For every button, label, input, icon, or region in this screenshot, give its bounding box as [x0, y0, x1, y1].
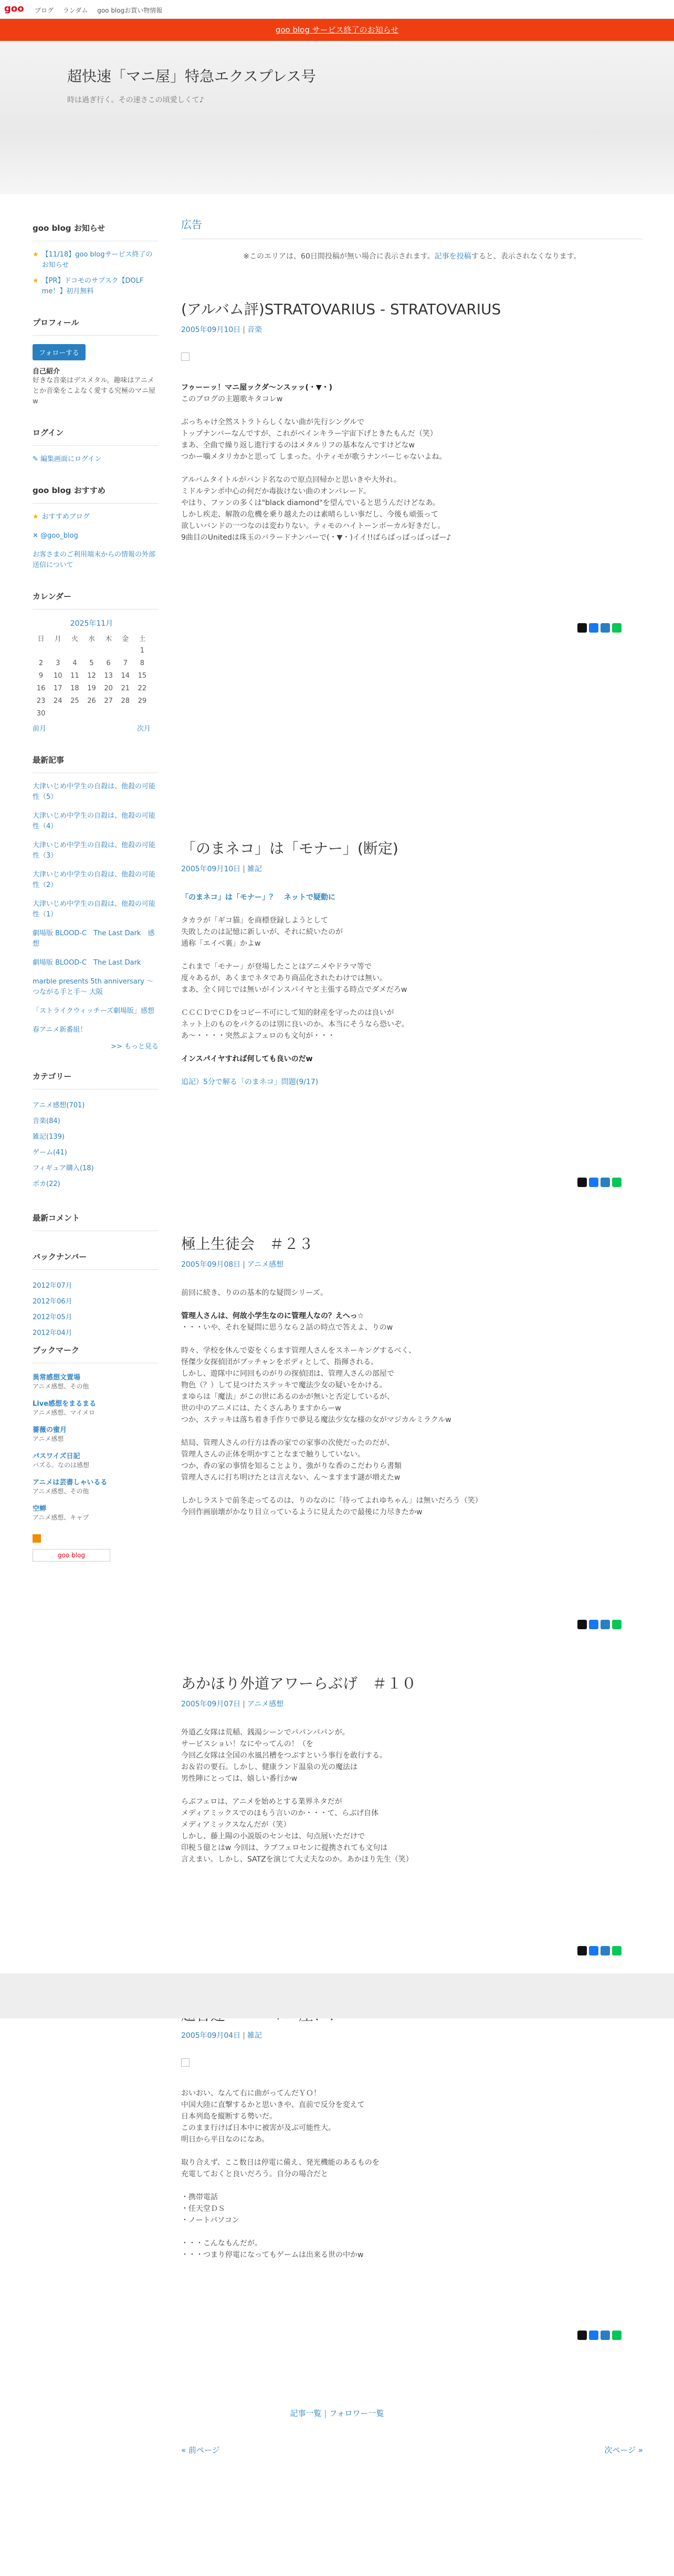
bottom-links: [0, 2408, 674, 2419]
recent-post-link[interactable]: marble presents 5th anniversary ～つながる手と手～ 大阪: [33, 978, 154, 996]
weekday: 木: [105, 635, 112, 643]
weekday: 土: [139, 635, 146, 643]
post-meta: [181, 863, 643, 874]
category-link[interactable]: ゲーム(41): [33, 1149, 67, 1157]
post-title[interactable]: (アルバム評)STRATOVARIUS - STRATOVARIUS: [181, 301, 501, 318]
calendar-day: 1: [140, 646, 145, 655]
x-share-icon[interactable]: [577, 1620, 587, 1629]
recent-post-link[interactable]: 大津いじめ中学生の自殺は、他殺の可能性（5）: [33, 783, 156, 801]
share-buttons: [577, 2331, 674, 2340]
categories-section: [33, 1068, 159, 1192]
post-meta: [181, 1259, 643, 1269]
bookmark-item: [33, 1477, 159, 1495]
calendar-day: [117, 707, 134, 720]
calendar-day: 19: [87, 684, 96, 692]
main-column: [181, 216, 643, 261]
post-body-line: ・携帯電話: [181, 2193, 218, 2201]
post-body-link[interactable]: 追記）5分で解る「のまネコ」問題(9/17): [181, 1078, 319, 1086]
line-gap: [181, 1784, 643, 1796]
ad-note: [181, 251, 643, 261]
weekday: 火: [71, 635, 78, 643]
line-gap: [181, 2226, 643, 2238]
weekday: 月: [54, 635, 61, 643]
backnumber-link[interactable]: 2012年07月: [33, 1282, 72, 1290]
goo-blog-badge[interactable]: goo blog: [33, 1549, 110, 1562]
post-category[interactable]: アニメ感想: [247, 1700, 284, 1708]
post-body-line: メディアミックスなんだが（笑）: [181, 1821, 291, 1829]
post-date[interactable]: 2005年09月08日: [181, 1260, 241, 1269]
line-gap: [181, 463, 643, 474]
calendar-day: 20: [104, 684, 113, 692]
share-buttons: [577, 1178, 674, 1187]
calendar-day: 23: [36, 697, 46, 705]
calendar-day: 25: [70, 697, 79, 705]
calendar-day: [33, 644, 49, 657]
post-body-line: トップナンバーなんですが、これがベインキラー宇宙下げときたもんだ（笑）: [181, 430, 437, 438]
star-icon: ★: [33, 513, 39, 521]
post-meta: [181, 324, 643, 335]
post-body-line: 印税５億とはw 今回は、ラブフェロセンに提携されても文句は: [181, 1844, 388, 1852]
pager: [181, 2444, 643, 2455]
meta-separator: |: [243, 1260, 245, 1269]
backnumber-section: [33, 1249, 159, 1337]
calendar-day: [49, 707, 66, 720]
recent-posts-list: [33, 782, 159, 1035]
backnumber-link[interactable]: 2012年06月: [33, 1298, 72, 1306]
next-page-link[interactable]: 次ページ »: [604, 2445, 643, 2455]
line-share-icon[interactable]: [612, 623, 622, 633]
share-buttons: [577, 1946, 674, 1955]
post-body-line: 前回に続き、りのの基本的な疑問シリーズ。: [181, 1289, 328, 1297]
recent-posts-section: [33, 752, 159, 1051]
post-body-line: しかし、藤上陽の小説版のセンセは、句点展いただけで: [181, 1832, 365, 1841]
bookmark-link[interactable]: 空蝉: [33, 1505, 47, 1513]
login-link[interactable]: ✎ 編集画面にログイン: [33, 455, 102, 463]
post-body: [181, 892, 643, 1088]
category-link[interactable]: ポカ(22): [33, 1180, 60, 1188]
line-gap: [181, 1426, 643, 1437]
calendar-day: 7: [123, 659, 128, 667]
post-body-line: まあ、全曲で繰り返し進行するのはメタルリフの基本なんですけどなw: [181, 441, 415, 450]
star-icon: ★: [33, 251, 39, 259]
hatena-share-icon[interactable]: [601, 1620, 610, 1629]
post-date[interactable]: 2005年09月10日: [181, 326, 241, 334]
post-date[interactable]: 2005年09月07日: [181, 1700, 241, 1708]
calendar-day: [100, 707, 117, 720]
post-body-line: ・・・つまり停電になってもゲームは出来る世の中かw: [181, 2251, 364, 2259]
post-body-line: 失敗したのは記憶に新しいが、それに続いたのが: [181, 928, 343, 936]
post-body-line: 9曲目のUnitedは珠玉のバラードナンバーで(・▼・)イイ!!ぱらぱっぱっぱっぱー♪: [181, 533, 451, 542]
calendar-day: 12: [87, 671, 96, 680]
post-body-line: 言えまい。しかし、SATZを演じて大丈夫なのか。あかほり先生（笑）: [181, 1855, 413, 1864]
bookmark-link[interactable]: パスワイズ日記: [33, 1452, 80, 1460]
post-body-line: メディアミックスでのほもう言いのか・・・て、らぶげ自体: [181, 1809, 379, 1818]
global-header: [0, 0, 674, 19]
blog-title[interactable]: 超快速「マニ屋」特急エクスプレス号: [67, 68, 316, 85]
post-body-line: 今回乙女隊は全国の水風呂槽をつぶすという事行を敢行する。: [181, 1751, 387, 1760]
post-body-line: つかー噛メタリカかと思って しまった。小ティモが歌うナンバーじゃないよね。: [181, 453, 447, 461]
calendar-day: 28: [121, 697, 130, 705]
categories-heading: カテゴリー: [33, 1068, 159, 1089]
calendar-day: 6: [106, 659, 111, 667]
calendar-day: [117, 644, 134, 657]
facebook-share-icon[interactable]: [589, 2331, 598, 2340]
hatena-share-icon[interactable]: [601, 2331, 610, 2340]
bookmarks-section: [33, 1342, 159, 1562]
post-body-line: インスパイヤすれば何しても良いのだw: [181, 1055, 313, 1063]
recent-post-link[interactable]: 大津いじめ中学生の自殺は、他殺の可能性（4）: [33, 812, 156, 830]
broken-image-icon: [181, 352, 189, 361]
post-body-line: ・・・いや、それを疑問に思うなら２話の時点で答えよ、りのw: [181, 1323, 393, 1332]
meta-separator: |: [243, 1700, 245, 1708]
calendar-day: [134, 707, 151, 720]
weekday: 水: [88, 635, 95, 643]
hatena-share-icon[interactable]: [601, 1178, 610, 1187]
post-body-line: 管理人さんに打ち明けたとは言えない、ん〜ますます謎が増えたw: [181, 1473, 401, 1482]
share-buttons: [577, 1620, 674, 1629]
blog-post: [181, 1233, 643, 1518]
line-gap: [181, 1299, 643, 1310]
recent-post-link[interactable]: 大津いじめ中学生の自殺は、他殺の可能性（2）: [33, 871, 156, 889]
post-body: [181, 1287, 643, 1518]
category-link[interactable]: フィギュア購入(18): [33, 1164, 94, 1172]
recommend-section: [33, 483, 159, 571]
x-icon: ✕: [33, 532, 41, 540]
calendar-day: 10: [53, 671, 62, 680]
x-share-icon[interactable]: [577, 1178, 587, 1187]
blog-description: 時は過ぎ行く。その速さこの頃愛しくて♪: [67, 96, 204, 104]
post-date[interactable]: 2005年09月10日: [181, 865, 241, 873]
calendar-day: 11: [70, 671, 79, 680]
comments-heading: 最新コメント: [33, 1210, 159, 1231]
line-gap: [181, 1065, 643, 1076]
bookmark-desc: アニメ感想、キャプ: [33, 1514, 89, 1521]
calendar-day: [83, 707, 100, 720]
post-body-line: 取り合えず、ここ数日は停電に備え、発光機能のあるものを: [181, 2158, 380, 2167]
nav-shopping-link[interactable]: goo blogお買い物情報: [97, 7, 163, 14]
calendar-next-link[interactable]: 次月: [136, 725, 151, 733]
broken-image-icon: [181, 2058, 189, 2067]
facebook-share-icon[interactable]: [589, 623, 598, 633]
login-heading: ログイン: [33, 425, 159, 446]
calendar-month: 2025年11月: [70, 619, 113, 628]
x-share-icon[interactable]: [577, 1946, 587, 1955]
post-body-line: 今回作画崩壊がかなり目立っているように見えたので最後に力尽きたかw: [181, 1508, 423, 1516]
bookmark-item: [33, 1372, 159, 1391]
calendar-day: 5: [89, 659, 94, 667]
nav-random-link[interactable]: ランダム: [62, 7, 88, 14]
line-gap: [181, 1333, 643, 1345]
weekday: 日: [37, 635, 45, 643]
recent-post-link[interactable]: 春アニメ新番組！: [33, 1026, 87, 1034]
bookmark-desc: アニメ感想: [33, 1435, 64, 1442]
calendar-nav: [33, 724, 151, 734]
ad-note-text-end: すると、表示されなくなります。: [471, 252, 581, 261]
calendar-day: 8: [140, 659, 145, 667]
facebook-share-icon[interactable]: [589, 1946, 598, 1955]
share-buttons: [577, 623, 674, 633]
category-link[interactable]: 音楽(84): [33, 1117, 60, 1125]
post-category[interactable]: アニメ感想: [247, 1260, 284, 1269]
bookmark-desc: アニメ感想、マイメロ: [33, 1409, 96, 1416]
calendar-day: 21: [121, 684, 130, 692]
post-body-line: らぶフェロは、アニメを始めとする業界ネタだが: [181, 1798, 342, 1806]
prev-page-link[interactable]: « 前ページ: [181, 2445, 220, 2455]
calendar-day: 24: [53, 697, 62, 705]
post-body-line: 物色（？）して見つけたステッキで魔法少女の疑いをかける。: [181, 1381, 387, 1389]
backnumber-heading: バックナンバー: [33, 1249, 159, 1270]
recent-posts-heading: 最新記事: [33, 752, 159, 773]
post-body-line: まゆらは「魔法」がこの世にあるのかが無いと否定しているが、: [181, 1393, 394, 1401]
post-list-link[interactable]: 記事一覧: [290, 2409, 322, 2418]
recent-post-link[interactable]: 劇場版 BLOOD-C The Last Dark 感想: [33, 929, 155, 948]
line-gap: [181, 903, 643, 915]
calendar-day: 2: [38, 659, 44, 667]
post-body-line: 時々、学校を休んで姿をくらます管理人さんをスネーキングするべく、: [181, 1346, 416, 1355]
calendar-day: 13: [104, 671, 113, 680]
bookmark-link[interactable]: アニメは芸書しゃいるる: [33, 1479, 108, 1487]
post-body-line: 管理人さんの正体を明かすことなまで触りしていない。: [181, 1450, 365, 1459]
category-link[interactable]: アニメ感想(701): [33, 1102, 85, 1109]
news-item[interactable]: ★ 【PR】ドコモのサブスク【DOLF me！】初月無料: [33, 276, 159, 297]
line-gap: [181, 1483, 643, 1495]
post-body-line: 世の中のアニメには、たくさんありますからーw: [181, 1404, 341, 1413]
blog-post: [181, 2004, 643, 2261]
post-body-line: ・・・こんなもんだが。: [181, 2239, 262, 2248]
line-share-icon[interactable]: [612, 1178, 622, 1187]
rss-icon[interactable]: [33, 1534, 41, 1543]
post-body-line: 欲しいバンドの一つなのは変わりない。ティモのハイトーンボーカル好きだし。: [181, 522, 445, 530]
backnumber-link[interactable]: 2012年04月: [33, 1329, 72, 1337]
login-section: [33, 425, 159, 465]
profile-intro: 好きな音楽はデスメタル。趣味はアニメとか音楽をこよなく愛する究極のマニ屋w: [33, 377, 156, 405]
sidebar: [33, 220, 159, 1579]
post-body-line: ぶっちゃけ全然ストラトらしくない曲が先行シングルで: [181, 418, 364, 426]
post-body-line: タカラが「ギコ猫」を商標登録しようとして: [181, 916, 328, 925]
post-article-link[interactable]: 記事を投稿: [434, 252, 471, 261]
backnumber-list[interactable]: [33, 1278, 159, 1337]
calendar-day: 18: [70, 684, 79, 692]
line-gap: [181, 405, 643, 416]
recent-post-link[interactable]: 劇場版 BLOOD-C The Last Dark: [33, 959, 141, 967]
notice-link[interactable]: goo blog サービス終了のお知らせ: [275, 25, 399, 35]
bookmark-desc: バズる。なのは感想: [33, 1461, 90, 1469]
recommend-blog-link[interactable]: ★ おすすめブログ: [33, 513, 90, 521]
ad-heading: 広告: [181, 216, 643, 239]
post-body-line: おいおい、なんて右に曲がってんだＹＯ！: [181, 2089, 321, 2098]
calendar-day: [83, 644, 100, 657]
hatena-share-icon[interactable]: [601, 623, 610, 633]
meta-separator: |: [243, 2032, 245, 2040]
post-body-line: これまで「モナー」が登場したことはアニメやドラマ等で: [181, 963, 372, 971]
post-body-line: 怪傑少女探偵団がブッチャンをボディとして、指揮される。: [181, 1358, 378, 1366]
blog-post: [181, 298, 643, 543]
recent-post-link[interactable]: 「ストライクウィッチーズ劇場版」感想: [33, 1007, 154, 1015]
calendar-day: 4: [72, 659, 77, 667]
post-body-line: やはり、ファンの多くは"black diamond"を望んでいると思うんだけどなあ。: [181, 499, 440, 507]
news-item[interactable]: ★ 【11/18】goo blogサービス終了のお知らせ: [33, 250, 159, 271]
recent-more-link[interactable]: >> もっと見る: [111, 1043, 159, 1051]
calendar-day: [66, 644, 83, 657]
calendar-day: 22: [138, 684, 147, 692]
post-body-line: ・ノートパソコン: [181, 2216, 240, 2225]
bookmark-item: [33, 1398, 159, 1417]
post-body-line: しかしラストで前冬走ってるのは、りのなのに「待ってよれゆちゃん」は無いだろう（笑）: [181, 1497, 482, 1505]
calendar-day: 26: [87, 697, 96, 705]
calendar-prev-link[interactable]: 前月: [33, 725, 47, 733]
post-title[interactable]: 極上生徒会 ＃２３: [181, 1235, 314, 1253]
calendar-day: 3: [56, 659, 60, 667]
bookmark-desc: アニメ感想、その他: [33, 1488, 89, 1495]
post-body: [181, 352, 643, 543]
service-end-notice-banner[interactable]: [0, 19, 674, 41]
comments-section: [33, 1210, 159, 1231]
post-title[interactable]: あかほり外道アワーらぶげ ＃１０: [181, 1675, 417, 1692]
post-category[interactable]: 雑記: [247, 2032, 262, 2040]
news-section: [33, 220, 159, 297]
calendar-day: [66, 707, 83, 720]
post-body-line: つか、ステッキは落ち着き手作りで夢見る魔法少女な様の女がマジカルミラクルw: [181, 1416, 451, 1424]
post-body-line: 男性陣にとっては、嬉しい番行かw: [181, 1775, 298, 1783]
post-body: [181, 2058, 643, 2261]
post-body: [181, 1727, 643, 1865]
pencil-icon: ✎: [33, 455, 41, 463]
post-body-line: 管理人さんは、何故小学生なのに管理人なの？えへっ☆: [181, 1312, 364, 1320]
goo-logo[interactable]: goo: [4, 3, 24, 14]
calendar-day: 17: [53, 684, 62, 692]
post-body-line: このブログの主題歌キタコレw: [181, 395, 283, 403]
blog-post: [181, 1672, 643, 1865]
overlay-band: [0, 1973, 674, 2018]
calendar-table: [33, 618, 151, 720]
post-body-line: 通称「エイベ裏」かよw: [181, 939, 261, 948]
line-share-icon[interactable]: [612, 1946, 622, 1955]
calendar-day: [49, 644, 66, 657]
facebook-share-icon[interactable]: [589, 1620, 598, 1629]
bookmark-item: [33, 1503, 159, 1522]
post-category[interactable]: 雑記: [247, 865, 262, 873]
calendar-heading: カレンダー: [33, 589, 159, 610]
line-gap: [181, 2180, 643, 2192]
bookmark-item: [33, 1424, 159, 1443]
post-meta: [181, 1698, 643, 1709]
recent-post-link[interactable]: 大津いじめ中学生の自殺は、他殺の可能性（1）: [33, 900, 156, 918]
post-body-line: ネット上のものをパクるのは別に良いのか。本当にそうなら恐いぞ。: [181, 1020, 409, 1029]
followers-link[interactable]: フォロワー一覧: [329, 2409, 384, 2418]
meta-separator: |: [243, 326, 245, 334]
backnumber-link[interactable]: 2012年05月: [33, 1313, 72, 1321]
post-body-line: つか、香の家の事情を知ることより、強がりな香のこだわりら書類: [181, 1462, 402, 1470]
x-share-icon[interactable]: [577, 2331, 587, 2340]
calendar-day: 27: [104, 697, 113, 705]
line-gap: [181, 996, 643, 1007]
post-body-line: 外道乙女隊は荒稲、銭湯シーンでパパンパパンが。: [181, 1728, 350, 1737]
post-body-line: あ〜・・・・突然ぷよフェロのも文句が・・・: [181, 1032, 335, 1040]
blog-header: [0, 41, 674, 194]
x-share-icon[interactable]: [577, 623, 587, 633]
recommend-heading: goo blog おすすめ: [33, 483, 159, 504]
calendar-day: 29: [138, 697, 147, 705]
star-icon: ★: [33, 277, 39, 285]
goo-blog-x-link[interactable]: ✕ @goo_blog: [33, 532, 78, 540]
post-body-line: 充電しておくと良いだろう。自分の場合だと: [181, 2170, 328, 2178]
post-body-line: 度々あるが、あくまでネタであり商品化されたわけでは無い。: [181, 974, 387, 982]
news-heading: goo blog お知らせ: [33, 220, 159, 241]
post-body-line: 日本列島を縦断する勢いだ。: [181, 2112, 277, 2121]
post-body-line: まあ、全く同じでは無いがインスパイヤと主張する時点でダメだろw: [181, 986, 407, 994]
post-body-line: このまま行けば日本中に被害が及ぶ可能性大。: [181, 2124, 335, 2132]
bookmark-desc: アニメ感想、その他: [33, 1383, 89, 1390]
profile-intro-title: 自己紹介: [33, 368, 60, 376]
ad-note-text: ※このエリアは、60日間投稿が無い場合に表示されます。: [243, 252, 435, 261]
line-gap: [181, 949, 643, 961]
bookmark-link[interactable]: 薔薇の蜜月: [33, 1426, 67, 1434]
post-body-line: しかし、遊隊中に同回ものがりの探偵団は、管理人さんの部屋で: [181, 1370, 394, 1378]
line-gap: [181, 2145, 643, 2157]
weekday: 金: [122, 635, 129, 643]
hatena-share-icon[interactable]: [601, 1946, 610, 1955]
category-list: [33, 1098, 159, 1192]
post-body-line: サービスショい！なにやってんの！（を: [181, 1740, 313, 1748]
post-body-line: お＆岩の要石。しかし、健康ランド温泉の光の魔法は: [181, 1763, 357, 1771]
bookmarks-heading: ブックマーク: [33, 1342, 159, 1363]
profile-heading: プロフィール: [33, 315, 159, 336]
bookmark-link[interactable]: 異常感想文置場: [33, 1374, 81, 1382]
post-body-line: しかし疾走、解散の危機を乗り越えたのは素晴らしい事だし、今後も頑張って: [181, 510, 438, 519]
calendar-day: 15: [138, 671, 147, 680]
post-body-line: アルバムタイトルがバンド名なので原点回帰かと思いきや大外れ。: [181, 476, 402, 484]
post-date[interactable]: 2005年09月04日: [181, 2032, 241, 2040]
line-gap: [181, 1042, 643, 1053]
post-body-line: 結局、管理人さんの行方は香の家での家事の次使だったのだが、: [181, 1439, 394, 1447]
profile-section: [33, 315, 159, 407]
separator: |: [324, 2409, 327, 2418]
post-body-line[interactable]: 「のまネコ」は「モナー」？ ネットで疑動に: [181, 893, 335, 902]
line-share-icon[interactable]: [612, 1620, 622, 1629]
post-title[interactable]: 「のまネコ」は「モナー」(断定): [181, 840, 398, 857]
calendar-day: 9: [38, 671, 44, 680]
bookmark-item: [33, 1450, 159, 1469]
follow-button[interactable]: フォローする: [33, 344, 86, 360]
nav-blog-link[interactable]: ブログ: [35, 7, 54, 14]
line-share-icon[interactable]: [612, 2331, 622, 2340]
post-meta: [181, 2030, 643, 2040]
category-link[interactable]: 雑記(139): [33, 1133, 65, 1141]
post-body-line: 中国大陸に直撃するかと思いきや、直前で反分を変えて: [181, 2101, 365, 2109]
recent-post-link[interactable]: 大津いじめ中学生の自殺は、他殺の可能性（3）: [33, 841, 156, 860]
meta-separator: |: [243, 865, 245, 873]
calendar-day: 16: [36, 684, 46, 692]
post-body-line: ミドルテンポ中心の何だか毒抜けない曲のオンパレード。: [181, 487, 371, 496]
post-body-line: ＣＣＣＤでＣＤをコピー不可にして知的財産を守ったのは良いが: [181, 1009, 394, 1017]
post-body-line: フゥーーッ！マニ屋ックダ〜ンスッッ(・▼・): [181, 383, 333, 392]
calendar-section: [33, 589, 159, 734]
post-body-line: ・任天堂ＤＳ: [181, 2205, 225, 2213]
post-category[interactable]: 音楽: [247, 326, 262, 334]
external-transmission-link[interactable]: お客さまのご利用端末からの情報の外部送信について: [33, 551, 156, 569]
bookmark-link[interactable]: Live感想をまるまる: [33, 1400, 97, 1408]
post-body-line: 明日から平日なのになあ。: [181, 2135, 269, 2144]
global-nav: [35, 6, 170, 15]
facebook-share-icon[interactable]: [589, 1178, 598, 1187]
calendar-day: 14: [121, 671, 130, 680]
calendar-day: 30: [36, 709, 46, 718]
blog-post: [181, 837, 643, 1088]
calendar-day: [100, 644, 117, 657]
